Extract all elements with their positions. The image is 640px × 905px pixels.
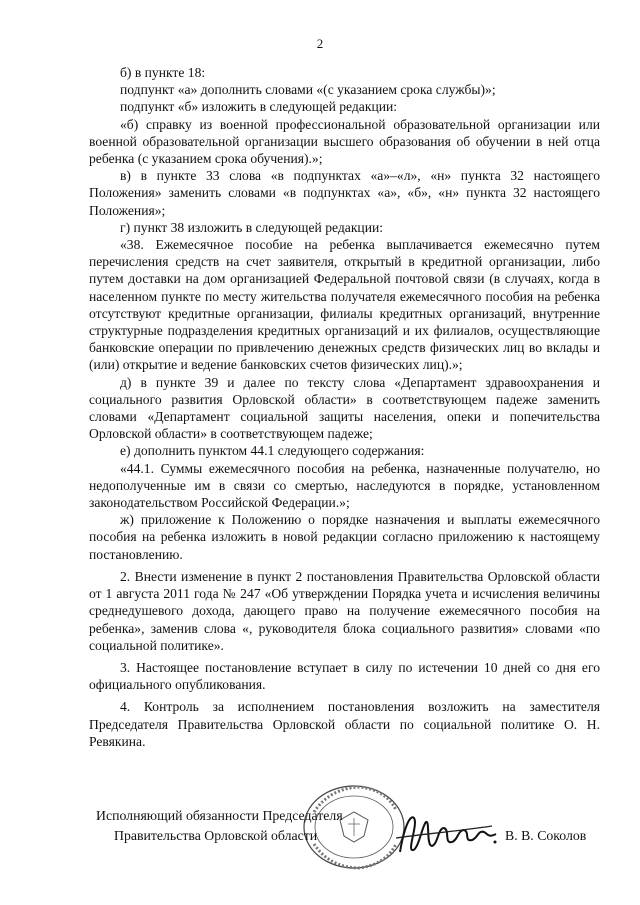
paragraph-subitem-b: подпункт «б» изложить в следующей редакции:: [120, 99, 398, 115]
paragraph-point-4: 4. Контроль за исполнением постановления возложить на заместителя Председателя Правительства Орловской области по социальной политике О. Н. Ревякина.: [89, 699, 600, 749]
paragraph-point-2: 2. Внести изменение в пункт 2 постановления Правительства Орловской области от 1 августа 2011 года № 247 «Об утверждении Порядка учета и исчисления величины среднедушевого дохода, дающего право на получение ежемесячного пособия на ребенка», заменив слова «, руководителя блока социального развития» словами «по социальной политике».: [89, 568, 600, 653]
signatory-position-line2: Правительства Орловской области: [114, 828, 318, 843]
paragraph-item-b: б) в пункте 18:: [120, 65, 206, 80]
paragraph-item-zh: ж) приложение к Положению о порядке назначения и выплаты ежемесячного пособия на ребенка изложить в новой редакции согласно приложению к настоящему постановлению.: [89, 512, 600, 562]
signatory-position-line1: Исполняющий обязанности Председателя: [96, 808, 343, 823]
paragraph-quote-44-1: «44.1. Суммы ежемесячного пособия на ребенка, назначенные получателю, но недополученные им в связи со смертью, наследуются в порядке, установленном законодательством Российской Федерации.»;: [89, 460, 600, 511]
paragraph-point-3: 3. Настоящее постановление вступает в силу по истечении 10 дней со дня его официального опубликования.: [89, 659, 600, 693]
page-number: 2: [316, 36, 324, 51]
paragraph-item-e: е) дополнить пунктом 44.1 следующего содержания:: [120, 443, 425, 459]
paragraph-item-g: г) пункт 38 изложить в следующей редакции:: [120, 219, 384, 235]
signatory-name: В. В. Соколов: [505, 828, 587, 843]
paragraph-item-v: в) в пункте 33 слова «в подпунктах «а»–«л», «н» пункта 32 настоящего Положения» заменить словами «в подпунктах «а», «б», «н» пункта 32 настоящего Положения»;: [89, 168, 600, 218]
paragraph-subitem-a: подпункт «а» дополнить словами «(с указанием срока службы)»;: [120, 82, 496, 98]
handwritten-signature: [392, 808, 502, 858]
paragraph-quote-b: «б) справку из военной профессиональной образовательной организации или военной образовательной организации высшего образования об обучении в ней отца ребенка (с указанием срока обучения).»;: [89, 116, 600, 167]
paragraph-item-d: д) в пункте 39 и далее по тексту слова «Департамент здравоохранения и социального развития Орловской области» в соответствующем падеже заменить словами «Департамент социальной защиты населения, опеки и попечительства Орловской области» в соответствующем падеже;: [89, 374, 600, 442]
paragraph-quote-38: «38. Ежемесячное пособие на ребенка выплачивается ежемесячно путем перечисления средств на счет заявителя, открытый в кредитной организации, либо путем доставки на дом организацией Федеральной почтовой связи (в случаях, когда в населенном пункте по месту жительства получателя ежемесячного пособия на ребенка отсутствуют кредитные организации, филиалы кредитных организаций, внутренние структурные подразделения кредитных организаций и их филиалов, осуществляющие банковские операции по привлечению денежных средств физических лиц во вклады и (или) открытие и ведение банковских счетов физических лиц).»;: [89, 237, 600, 373]
